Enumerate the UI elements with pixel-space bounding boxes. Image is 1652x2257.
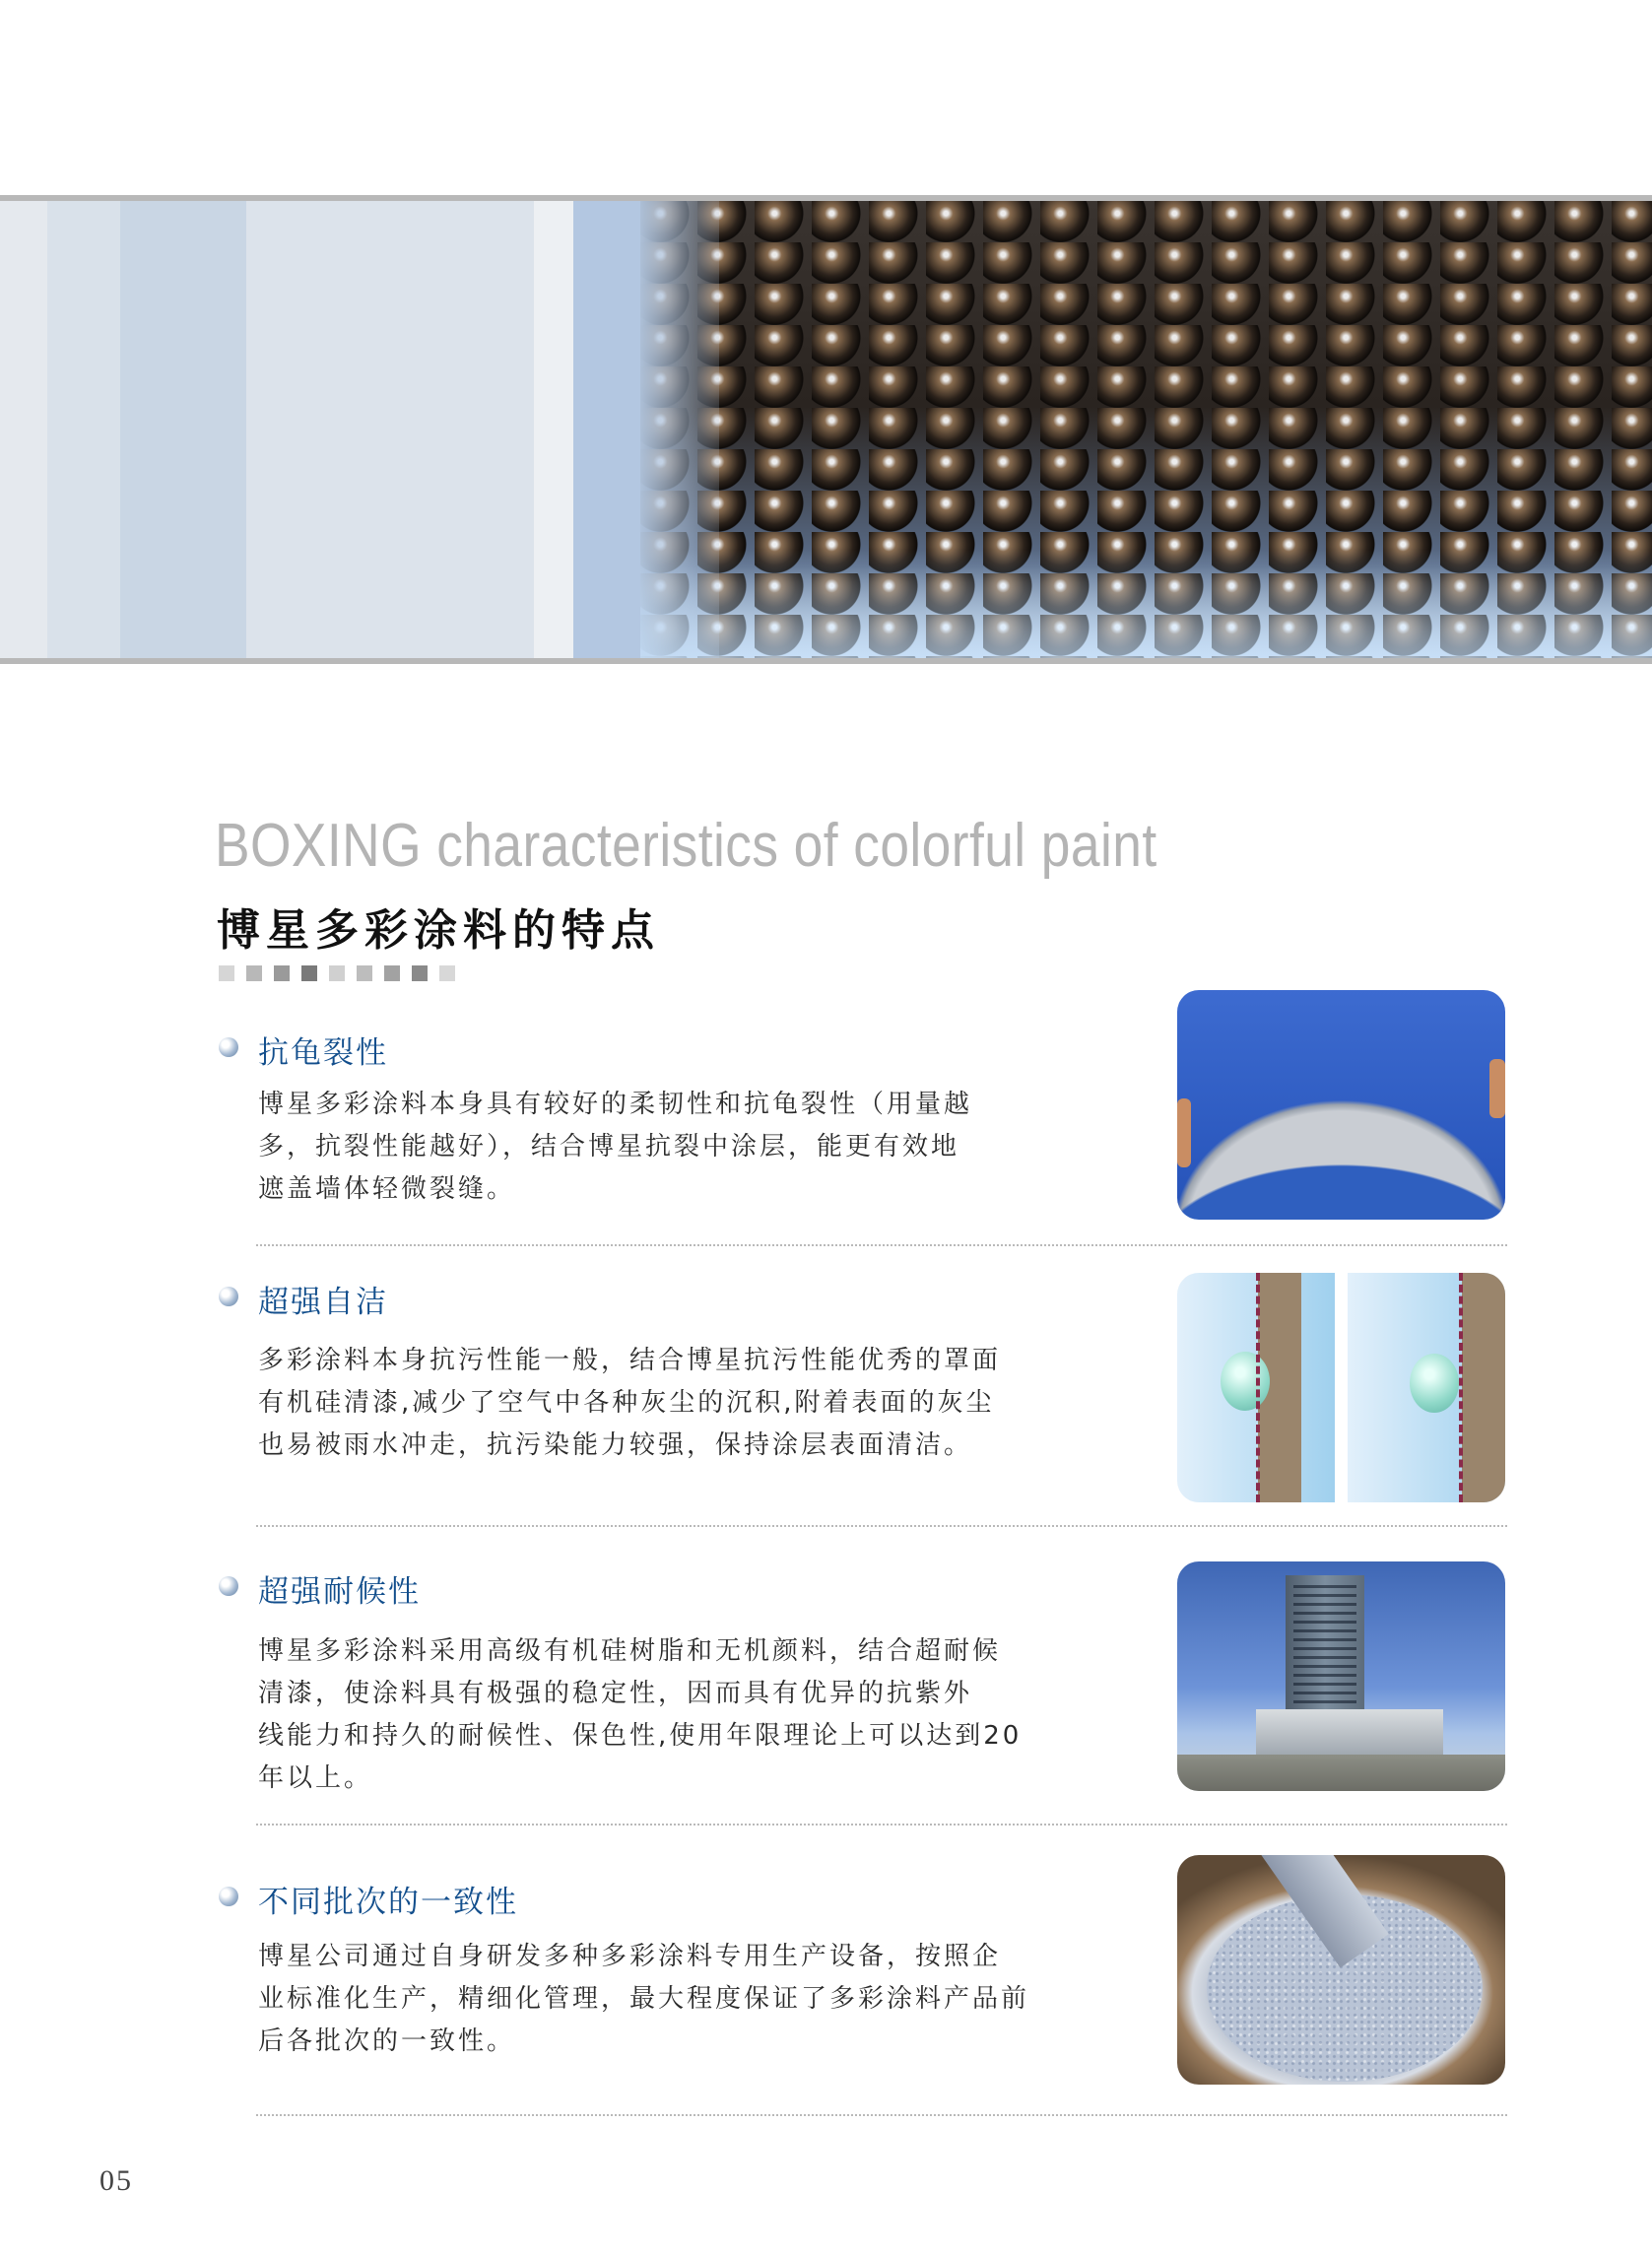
section-bullet-icon [219, 1576, 238, 1596]
section-divider [256, 1824, 1507, 1826]
decorative-square [384, 965, 400, 981]
decorative-square [357, 965, 372, 981]
body-line: 业标准化生产，精细化管理，最大程度保证了多彩涂料产品前 [258, 1984, 1030, 2014]
section-body [258, 1936, 1046, 2063]
section-bullet-icon [219, 1287, 238, 1306]
banner-stripe [246, 201, 534, 658]
body-line: 有机硅清漆,减少了空气中各种灰尘的沉积,附着表面的灰尘 [258, 1388, 995, 1418]
banner-stripe [573, 201, 640, 658]
section-title: 不同批次的一致性 [258, 1885, 518, 1920]
body-line: 多彩涂料本身抗污性能一般，结合博星抗污性能优秀的罩面 [258, 1346, 1002, 1375]
banner-stripe [0, 201, 47, 658]
body-line: 也易被雨水冲走，抗污染能力较强，保持涂层表面清洁。 [258, 1430, 973, 1460]
section-bullet-icon [219, 1037, 238, 1057]
decorative-square [219, 965, 234, 981]
body-line: 清漆，使涂料具有极强的稳定性，因而具有优异的抗紫外 [258, 1679, 973, 1708]
body-line: 博星多彩涂料采用高级有机硅树脂和无机颜料，结合超耐候 [258, 1636, 1002, 1666]
coating-line-right [1459, 1273, 1463, 1502]
body-line: 遮盖墙体轻微裂缝。 [258, 1174, 516, 1204]
diagram-wall-right [1462, 1273, 1505, 1502]
decorative-square [439, 965, 455, 981]
flexible-coating-photo [1177, 990, 1505, 1220]
decorative-square [329, 965, 345, 981]
body-line: 博星多彩涂料本身具有较好的柔韧性和抗龟裂性（用量越 [258, 1090, 973, 1119]
body-line: 年以上。 [258, 1763, 373, 1793]
paint-bucket-photo [1177, 1855, 1505, 2085]
coating-line-left [1256, 1273, 1260, 1502]
decorative-square [274, 965, 290, 981]
banner-stripe [534, 201, 573, 658]
section-divider [256, 1525, 1507, 1527]
body-line: 多，抗裂性能越好），结合博星抗裂中涂层，能更有效地 [258, 1132, 960, 1162]
self-cleaning-diagram [1177, 1273, 1505, 1502]
section-divider [256, 1244, 1507, 1246]
body-line: 后各批次的一致性。 [258, 2026, 516, 2056]
section-title: 超强自洁 [258, 1285, 388, 1320]
building-podium [1256, 1709, 1443, 1757]
section-body [258, 1630, 1046, 1800]
section-title: 抗龟裂性 [258, 1035, 388, 1071]
building-ground [1177, 1755, 1505, 1791]
water-drop-left [1221, 1352, 1270, 1411]
section-divider [256, 2114, 1507, 2116]
decorative-square [246, 965, 262, 981]
banner-photo-glow [640, 550, 1652, 658]
banner-stripe [120, 201, 246, 658]
section-body [258, 1084, 1046, 1211]
water-drop-right [1410, 1354, 1459, 1413]
body-line: 博星公司通过自身研发多种多彩涂料专用生产设备，按照企 [258, 1942, 1002, 1971]
body-line: 线能力和持久的耐候性、保色性,使用年限理论上可以达到20 [258, 1721, 1023, 1751]
decorative-square [412, 965, 428, 981]
building-photo [1177, 1561, 1505, 1791]
hand-left [1177, 1098, 1191, 1167]
hand-right [1489, 1059, 1505, 1118]
title-chinese: 博星多彩涂料的特点 [217, 905, 660, 956]
decorative-square [301, 965, 317, 981]
banner-stripe [47, 201, 120, 658]
section-body [258, 1340, 1046, 1467]
top-banner [0, 195, 1652, 664]
page-number: 05 [99, 2164, 133, 2197]
section-bullet-icon [219, 1887, 238, 1906]
title-english: BOXING characteristics of colorful paint [215, 812, 1157, 880]
section-title: 超强耐候性 [258, 1574, 421, 1610]
